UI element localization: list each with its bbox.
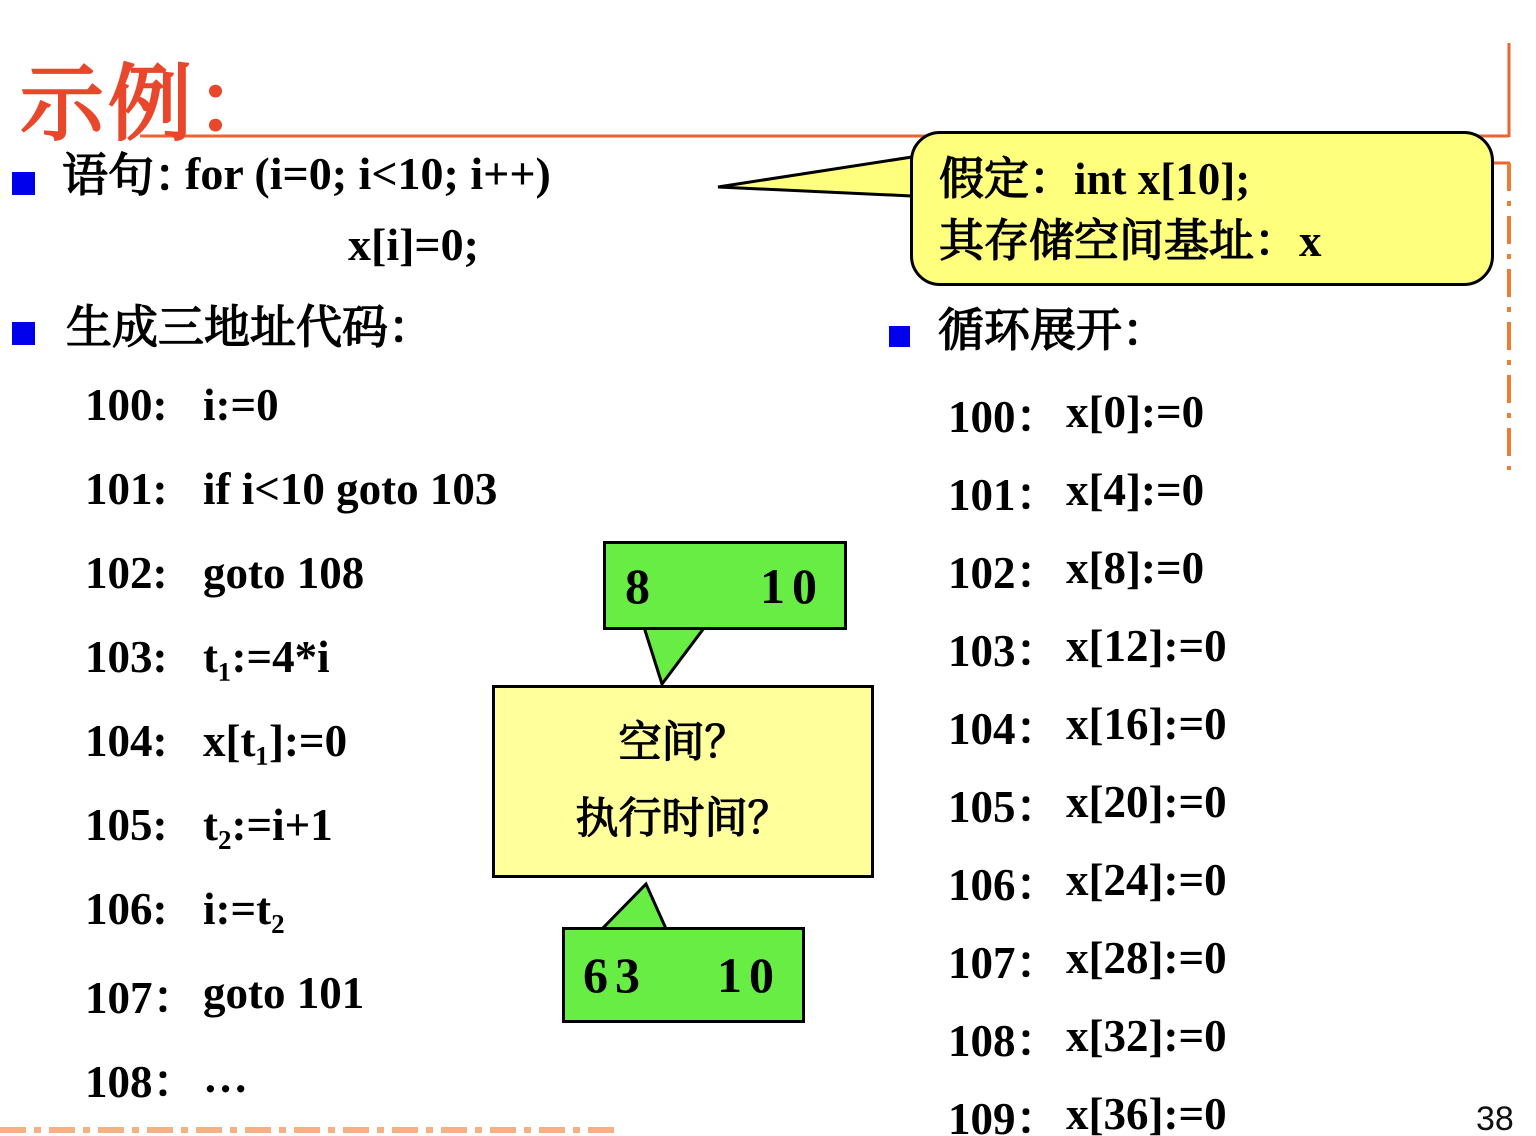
line-number: 101： [948, 469, 1061, 520]
code-line [948, 841, 1227, 919]
line-number: 101: [85, 464, 168, 514]
line-number: 104： [948, 703, 1061, 754]
line-number: 103： [948, 625, 1061, 676]
line-number: 106: [85, 884, 168, 934]
line-number: 109： [948, 1093, 1061, 1136]
unroll-heading: 循环展开： [938, 305, 1168, 356]
line-number: 108： [85, 1056, 198, 1107]
statement-code-line1: for (i=0; i<10; i++) [185, 148, 551, 199]
bullet-icon [12, 322, 35, 345]
code-line [85, 699, 497, 783]
space-callout-tail [643, 624, 707, 684]
code-line [85, 783, 497, 867]
code-line [948, 763, 1227, 841]
question-line2: 执行时间？ [575, 796, 791, 844]
code-line [948, 607, 1227, 685]
bullet-icon [889, 326, 910, 347]
line-number: 105: [85, 800, 168, 850]
line-statement: x[16]:=0 [1066, 699, 1227, 749]
line-number: 102: [85, 548, 168, 598]
line-statement: x[36]:=0 [1066, 1089, 1227, 1136]
code-line [85, 531, 497, 615]
code-line [948, 529, 1227, 607]
code-line [948, 997, 1227, 1075]
line-statement: x[24]:=0 [1066, 855, 1227, 905]
assumption-callout [910, 131, 1494, 286]
line-number: 104: [85, 716, 168, 766]
line-statement: x[8]:=0 [1066, 543, 1205, 593]
three-address-heading: 生成三地址代码： [66, 302, 434, 353]
line-statement: t₂:=i+1 [203, 800, 333, 850]
line-number: 105： [948, 781, 1061, 832]
three-address-code-block [85, 363, 497, 1119]
line-number: 103: [85, 632, 168, 682]
line-statement: x[28]:=0 [1066, 933, 1227, 983]
page-number: 38 [1476, 1100, 1514, 1136]
line-number: 107： [85, 972, 198, 1023]
code-line [85, 615, 497, 699]
space-callout [603, 541, 847, 630]
code-line [85, 951, 497, 1035]
time-value: 10 [717, 947, 781, 1003]
line-statement: x[12]:=0 [1066, 621, 1227, 671]
statement-code-line2: x[i]=0; [348, 219, 479, 270]
line-number: 107： [948, 937, 1061, 988]
line-number: 100: [85, 380, 168, 430]
line-statement: t₁:=4*i [203, 632, 330, 682]
code-line [948, 451, 1227, 529]
time-value: 10 [760, 557, 824, 614]
line-statement: x[t₁]:=0 [203, 716, 348, 766]
line-statement: goto 101 [203, 968, 365, 1018]
line-statement: x[0]:=0 [1066, 387, 1205, 437]
question-box [492, 685, 874, 878]
line-statement: goto 108 [203, 548, 365, 598]
assumption-callout-tail [718, 157, 912, 196]
time-callout-tail [600, 884, 667, 931]
line-statement: i:=0 [203, 380, 279, 430]
code-line [85, 447, 497, 531]
statement-label: 语句： [62, 150, 200, 201]
line-statement: … [203, 1052, 248, 1102]
assumption-line2: 其存储空间基址：x [939, 216, 1322, 266]
line-number: 100： [948, 391, 1061, 442]
space-value: 8 [625, 557, 657, 614]
code-line [948, 685, 1227, 763]
question-line1: 空间？ [618, 719, 748, 767]
line-statement: if i<10 goto 103 [203, 464, 498, 514]
code-line [85, 867, 497, 951]
line-number: 106： [948, 859, 1061, 910]
time-callout [562, 927, 805, 1023]
bullet-icon [12, 172, 35, 195]
code-line [948, 373, 1227, 451]
page-title: 示例： [20, 57, 285, 152]
code-line [948, 1075, 1227, 1136]
line-statement: i:=t₂ [203, 884, 285, 934]
line-statement: x[20]:=0 [1066, 777, 1227, 827]
line-number: 102： [948, 547, 1061, 598]
space-value: 63 [583, 947, 647, 1003]
line-number: 108： [948, 1015, 1061, 1066]
unroll-code-block [948, 373, 1227, 1136]
code-line [85, 363, 497, 447]
code-line [948, 919, 1227, 997]
code-line [85, 1035, 497, 1119]
line-statement: x[4]:=0 [1066, 465, 1205, 515]
line-statement: x[32]:=0 [1066, 1011, 1227, 1061]
assumption-line1: 假定：int x[10]; [939, 154, 1251, 204]
